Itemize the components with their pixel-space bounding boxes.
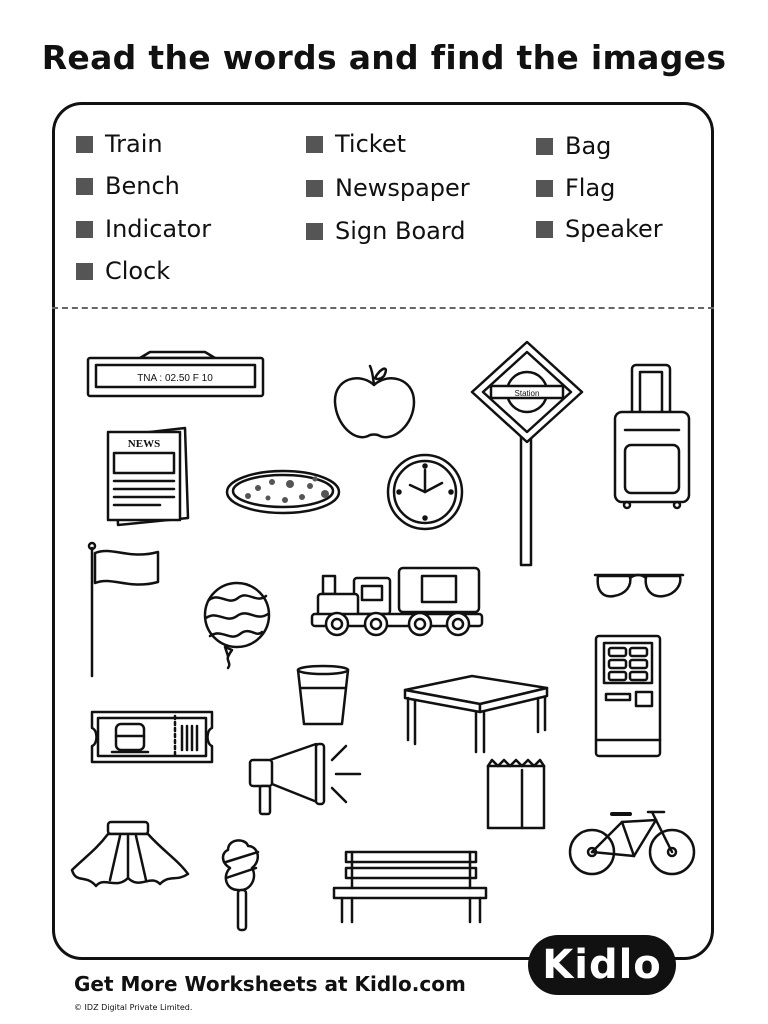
station-text: Station	[514, 389, 540, 398]
ice-lolly-picture	[223, 840, 258, 930]
pizza-picture	[227, 471, 339, 513]
footer-link-text[interactable]: Get More Worksheets at Kidlo.com	[74, 972, 466, 996]
word-label: Bag	[565, 132, 612, 160]
page-title: Read the words and find the images	[41, 38, 727, 77]
ticket-machine-picture	[596, 636, 660, 756]
word-label: Train	[105, 130, 163, 158]
word-label: Ticket	[335, 130, 407, 158]
word-label: Clock	[105, 257, 171, 285]
word-label: Indicator	[105, 215, 212, 243]
bag-picture	[615, 365, 689, 508]
skirt-picture	[72, 822, 188, 886]
paper-bag-picture	[488, 760, 544, 828]
newspaper-picture	[108, 428, 188, 525]
sunglasses-picture	[595, 575, 683, 596]
word-label: Sign Board	[335, 217, 466, 245]
table-picture	[405, 676, 547, 752]
word-label: Flag	[565, 174, 616, 202]
glass-picture	[298, 666, 348, 724]
ticket-picture	[92, 712, 212, 762]
bicycle-picture	[570, 812, 694, 874]
indicator-text: TNA : 02.50 F 10	[137, 373, 213, 384]
word-label: Newspaper	[335, 174, 470, 202]
train-picture	[312, 568, 482, 635]
speaker-picture	[250, 744, 360, 814]
balloon-picture	[205, 583, 269, 668]
word-label: Speaker	[565, 215, 663, 243]
flag-picture	[89, 543, 158, 676]
apple-picture	[335, 366, 414, 437]
bench-picture	[334, 852, 486, 922]
kidlo-logo[interactable]: Kidlo	[528, 935, 676, 995]
word-label: Bench	[105, 172, 180, 200]
newspaper-headline: NEWS	[127, 438, 161, 450]
indicator-board-picture	[88, 352, 263, 396]
sign-board-picture	[472, 342, 582, 565]
clock-picture	[388, 455, 462, 529]
copyright-text: © IDZ Digital Private Limited.	[74, 1003, 193, 1012]
